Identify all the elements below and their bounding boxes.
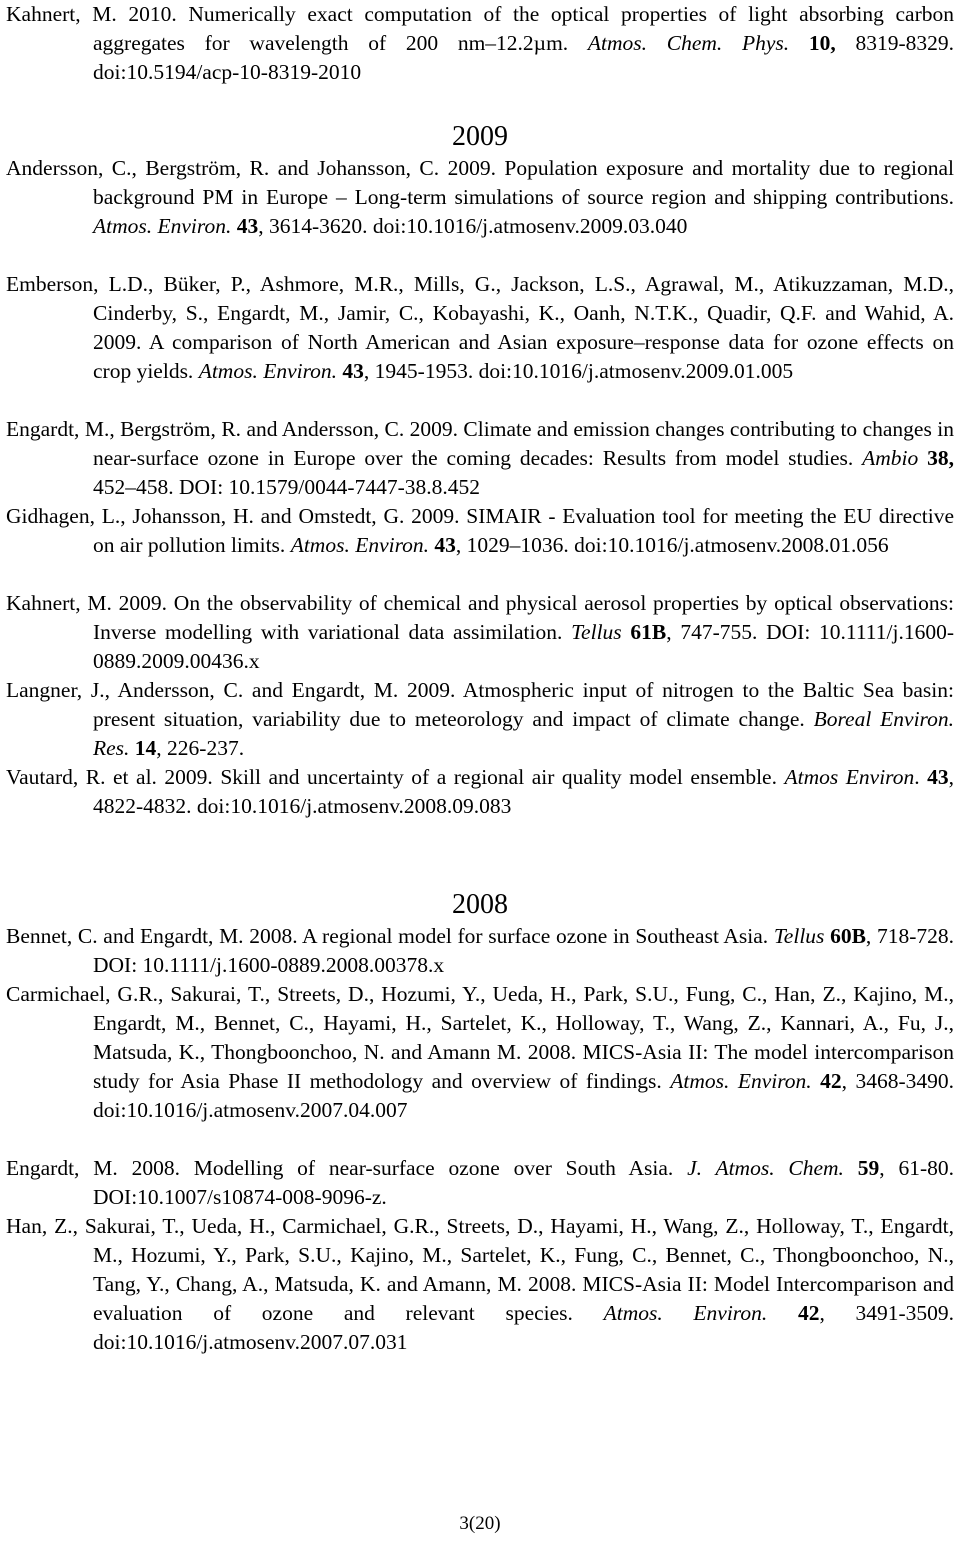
citation-text: , 3491-3509. doi:10.1016/j.atmosenv.2007.07.031 xyxy=(93,1301,955,1354)
citation-text xyxy=(812,1069,820,1093)
journal-name: Ambio xyxy=(862,446,919,470)
journal-name: Boreal Environ. Res. xyxy=(93,707,955,760)
section-heading-2009: 2009 xyxy=(452,121,508,152)
page-number: 3(20) xyxy=(459,1513,501,1534)
reference-gidhagen-2009 xyxy=(6,502,954,560)
citation-text: Emberson, L.D., Büker, P., Ashmore, M.R., Mills, G., Jackson, L.S., Agrawal, M., Atikuzzaman, M.D., Cinderby, S., Engardt, M., Jamir, C., Kobayashi, K., Oanh, N.T.K., Quadir, Q.F. and Wahid, A. 2009. A comparison of North American and Asian exposure–response data for ozone effects on crop yields. xyxy=(6,272,954,383)
citation-text: 8319-8329. doi:10.5194/acp-10-8319-2010 xyxy=(93,31,955,84)
reference-kahnert-2009 xyxy=(6,589,954,676)
reference-engardt-2009 xyxy=(6,415,954,502)
citation-text: . xyxy=(914,765,928,789)
journal-name: Atmos. Environ. xyxy=(670,1069,812,1093)
reference-bennet-2008 xyxy=(6,922,954,980)
volume-number: 42 xyxy=(820,1069,842,1093)
citation-text xyxy=(844,1156,858,1180)
citation-text xyxy=(789,31,809,55)
journal-name: Atmos. Environ. xyxy=(93,214,232,238)
citation-text: Kahnert, M. 2009. On the observability of chemical and physical aerosol properties by optical observations: Inverse modelling with variational data assimilation. xyxy=(6,591,954,644)
reference-vautard-2009 xyxy=(6,763,954,821)
citation-text: Langner, J., Andersson, C. and Engardt, M. 2009. Atmospheric input of nitrogen to the Baltic Sea basin: present situation, variability due to meteorology and impact of climate change. xyxy=(6,678,954,731)
citation-text: Vautard, R. et al. 2009. Skill and uncertainty of a regional air quality model ensemble. xyxy=(6,765,785,789)
reference-emberson-2009 xyxy=(6,270,954,386)
citation-text: Gidhagen, L., Johansson, H. and Omstedt, G. 2009. SIMAIR - Evaluation tool for meeting the EU directive on air pollution limits. xyxy=(6,504,954,557)
reference-engardt-2008 xyxy=(6,1154,954,1212)
volume-number: 42 xyxy=(797,1301,820,1325)
citation-text: , 61-80. DOI:10.1007/s10874-008-9096-z. xyxy=(93,1156,954,1209)
citation-text: Han, Z., Sakurai, T., Ueda, H., Carmichael, G.R., Streets, D., Hayami, H., Wang, Z., Holloway, T., Engardt, M., Hozumi, Y., Park, S.U., Kajino, M., Sartelet, K., Fung, C., Bennet, C., Thongboonchoo, N., Tang, Y., Chang, A., Matsuda, K. and Amann, M. 2008. MICS-Asia II: Model Intercomparison and evaluation of ozone and relevant species. xyxy=(6,1214,954,1325)
citation-text xyxy=(918,446,927,470)
citation-text: , 3614-3620. doi:10.1016/j.atmosenv.2009.03.040 xyxy=(258,214,688,238)
journal-name: Atmos. Chem. Phys. xyxy=(587,31,790,55)
journal-name: J. Atmos. Chem. xyxy=(687,1156,844,1180)
citation-text: 452–458. DOI: 10.1579/0044-7447-38.8.452 xyxy=(93,475,480,499)
volume-number: 43 xyxy=(927,765,949,789)
volume-number: 60B xyxy=(830,924,866,948)
reference-langner-2009 xyxy=(6,676,954,763)
reference-han-2008 xyxy=(6,1212,954,1357)
journal-name: Atmos. Environ. xyxy=(603,1301,768,1325)
citation-text: Andersson, C., Bergström, R. and Johansson, C. 2009. Population exposure and mortality due to regional background PM in Europe – Long-term simulations of source region and shipping contributions. xyxy=(6,156,954,209)
reference-carmichael-2008 xyxy=(6,980,954,1125)
citation-text: , 3468-3490. doi:10.1016/j.atmosenv.2007.04.007 xyxy=(93,1069,955,1122)
journal-name: Atmos Environ xyxy=(784,765,915,789)
volume-number: 10, xyxy=(808,31,836,55)
journal-name: Atmos. Environ. xyxy=(290,533,430,557)
reference-kahnert-2010 xyxy=(6,0,954,87)
citation-text: , 226-237. xyxy=(156,736,245,760)
citation-text: Bennet, C. and Engardt, M. 2008. A regional model for surface ozone in Southeast Asia. xyxy=(6,924,774,948)
citation-text: , 1029–1036. doi:10.1016/j.atmosenv.2008.01.056 xyxy=(455,533,889,557)
citation-text: Kahnert, M. 2010. Numerically exact computation of the optical properties of light absorbing carbon aggregates for wavelength of 200 nm–12.2µm. xyxy=(6,2,954,55)
citation-text: Engardt, M. 2008. Modelling of near-surface ozone over South Asia. xyxy=(6,1156,688,1180)
citation-text: Carmichael, G.R., Sakurai, T., Streets, D., Hozumi, Y., Ueda, H., Park, S.U., Fung, C., Han, Z., Kajino, M., Engardt, M., Bennet, C., Hayami, H., Sartelet, K., Holloway, T., Wang, Z., Kannari, A., Fu, J., Matsuda, K., Thongboonchoo, N. and Amann M. 2008. MICS-Asia II: The model intercomparison study for Asia Phase II methodology and overview of findings. xyxy=(6,982,954,1093)
journal-name: Tellus xyxy=(571,620,622,644)
journal-name: Tellus xyxy=(773,924,825,948)
citation-text: , 4822-4832. doi:10.1016/j.atmosenv.2008.09.083 xyxy=(93,765,955,818)
section-heading-2008: 2008 xyxy=(452,889,508,920)
volume-number: 38, xyxy=(927,446,954,470)
volume-number: 43 xyxy=(236,214,259,238)
citation-text: , 747-755. DOI: 10.1111/j.1600-0889.2009.00436.x xyxy=(93,620,954,673)
volume-number: 59 xyxy=(857,1156,880,1180)
volume-number: 43 xyxy=(342,359,364,383)
volume-number: 14 xyxy=(134,736,157,760)
volume-number: 61B xyxy=(630,620,667,644)
citation-text xyxy=(767,1301,798,1325)
citation-text: , 1945-1953. doi:10.1016/j.atmosenv.2009.01.005 xyxy=(363,359,794,383)
journal-name: Atmos. Environ. xyxy=(198,359,338,383)
citation-text: , 718-728. DOI: 10.1111/j.1600-0889.2008.00378.x xyxy=(93,924,954,977)
volume-number: 43 xyxy=(434,533,456,557)
reference-andersson-2009 xyxy=(6,154,954,241)
citation-text: Engardt, M., Bergström, R. and Andersson, C. 2009. Climate and emission changes contributing to changes in near-surface ozone in Europe over the coming decades: Results from model studies. xyxy=(6,417,954,470)
